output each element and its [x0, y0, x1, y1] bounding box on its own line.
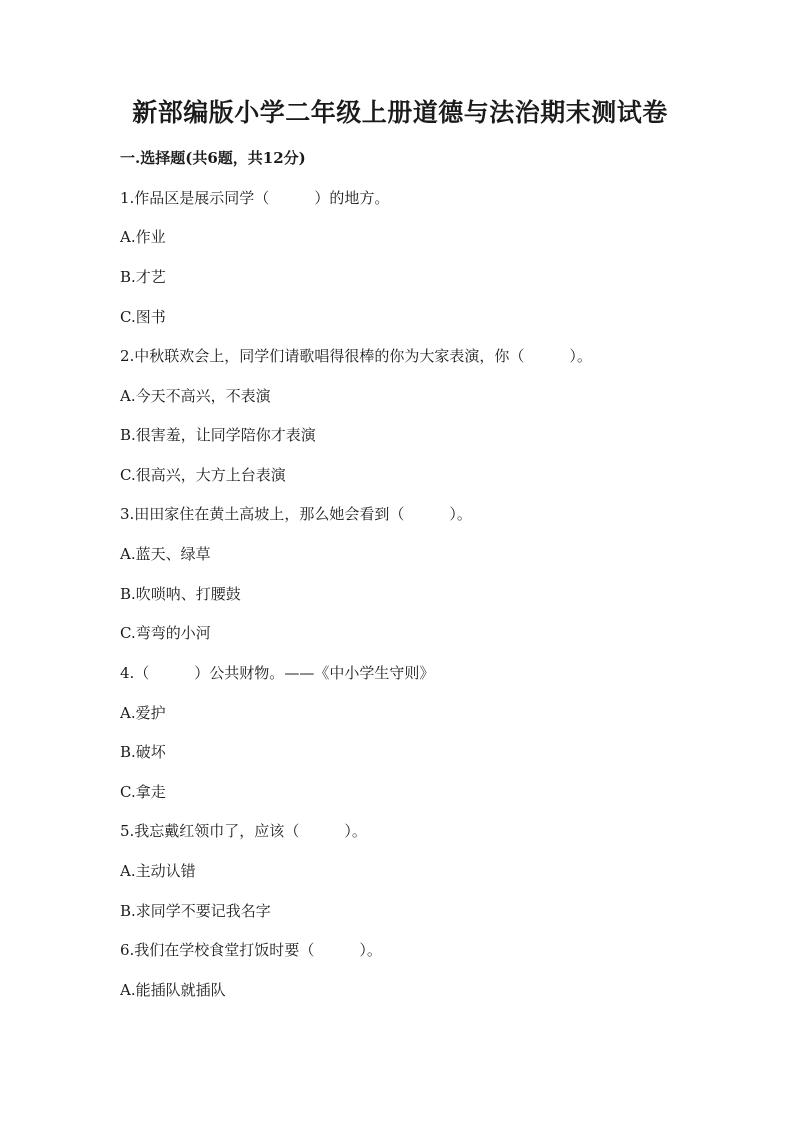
answer-option: B.很害羞，让同学陪你才表演	[120, 426, 316, 444]
answer-option: A.作业	[120, 228, 166, 246]
answer-option: A.爱护	[120, 704, 166, 722]
answer-option: A.能插队就插队	[120, 981, 226, 999]
question-stem: 1.作品区是展示同学（ ）的地方。	[120, 189, 390, 207]
answer-option: B.破坏	[120, 743, 166, 761]
answer-option: B.才艺	[120, 268, 166, 286]
answer-option: B.吹唢呐、打腰鼓	[120, 585, 241, 603]
answer-option: A.今天不高兴，不表演	[120, 387, 271, 405]
answer-option: A.蓝天、绿草	[120, 545, 211, 563]
answer-option: C.拿走	[120, 783, 166, 801]
question-stem: 3.田田家住在黄土高坡上，那么她会看到（ ）。	[120, 505, 472, 523]
question-stem: 5.我忘戴红领巾了，应该（ ）。	[120, 822, 367, 840]
answer-option: C.很高兴，大方上台表演	[120, 466, 286, 484]
answer-option: C.图书	[120, 308, 166, 326]
answer-option: A.主动认错	[120, 862, 196, 880]
question-stem: 6.我们在学校食堂打饭时要（ ）。	[120, 941, 382, 959]
answer-option: C.弯弯的小河	[120, 624, 211, 642]
page-title: 新部编版小学二年级上册道德与法治期末测试卷	[132, 98, 668, 127]
question-stem: 4.（ ）公共财物。——《中小学生守则》	[120, 664, 435, 682]
answer-option: B.求同学不要记我名字	[120, 902, 271, 920]
question-stem: 2.中秋联欢会上，同学们请歌唱得很棒的你为大家表演，你（ ）。	[120, 347, 592, 365]
section-heading: 一.选择题(共6题，共12分)	[120, 149, 306, 167]
